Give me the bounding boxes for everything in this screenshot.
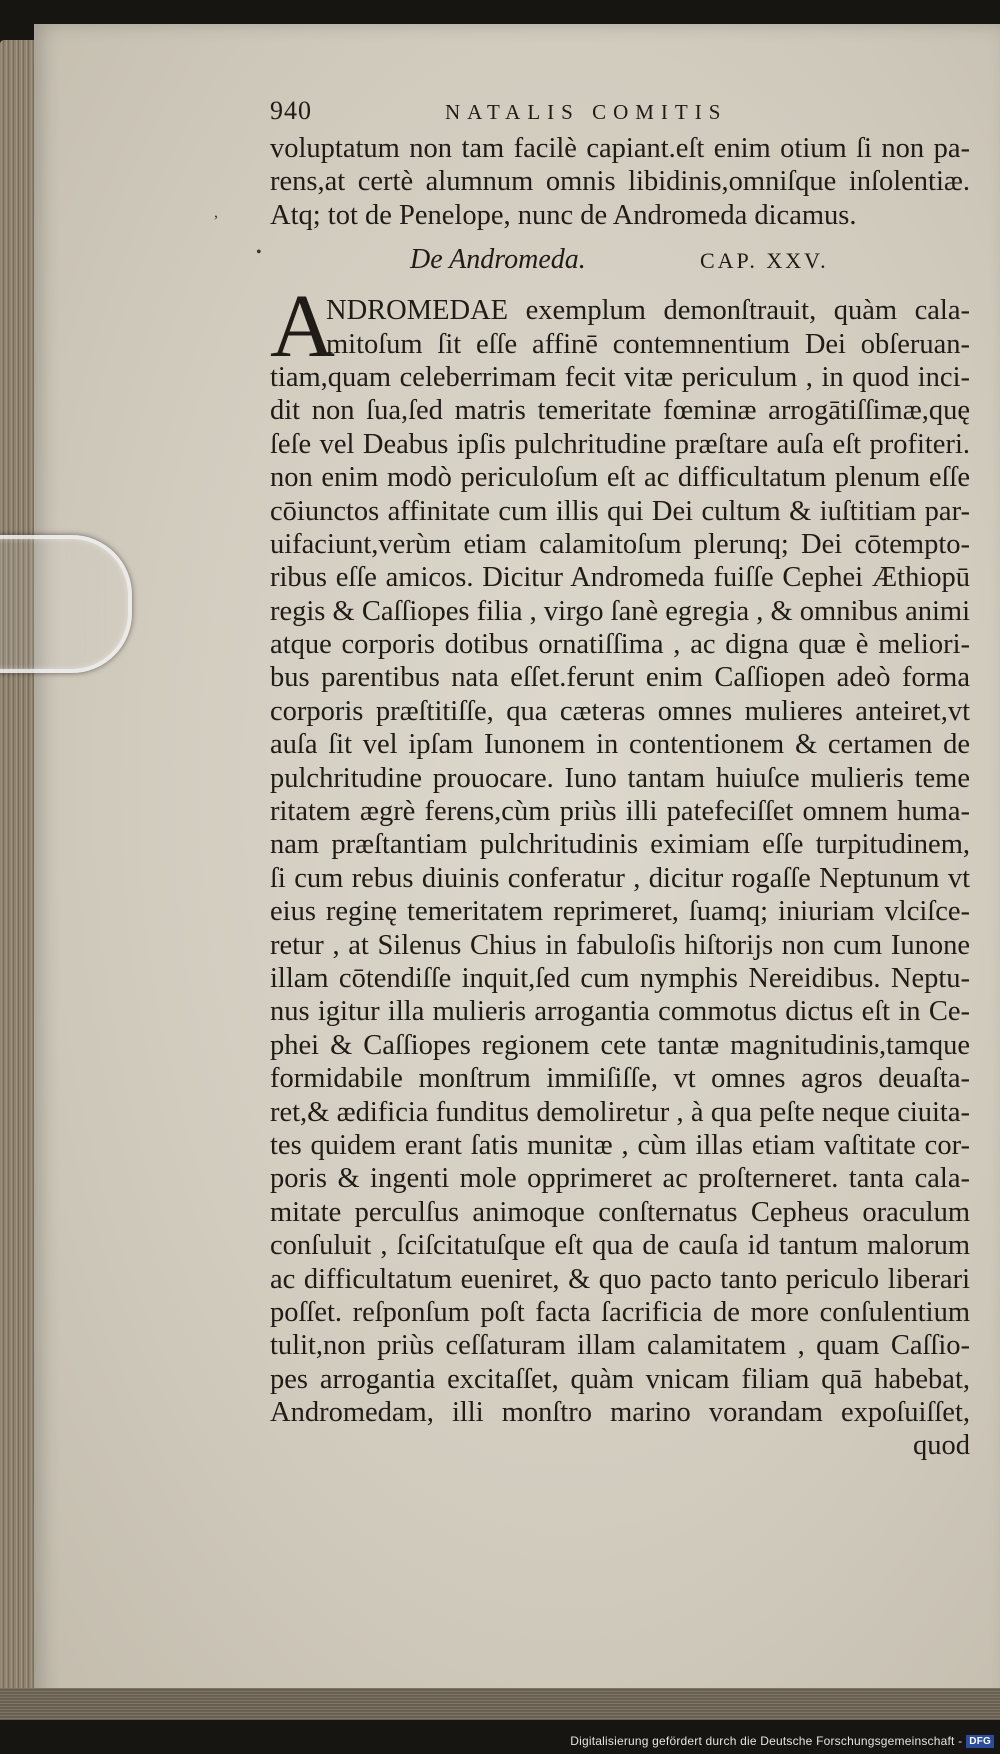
text-line: pulchritudine prouocare. Iuno tantam huiuſce mulieris teme <box>270 762 970 794</box>
chapter-number: CAP. XXV. <box>700 248 829 274</box>
text-line: ret,& ædificia funditus demoliretur , à qua peſte neque ciuita- <box>270 1096 970 1128</box>
running-head-title: NATALIS COMITIS <box>445 100 728 124</box>
text-line: regis & Caſſiopes filia , virgo ſanè egregia , & omnibus animi <box>270 595 970 627</box>
text-line: poris & ingenti mole opprimeret ac proſterneret. tanta cala- <box>270 1163 970 1195</box>
ink-spot: , <box>214 204 218 221</box>
text-line: ritatem ægrè ferens,cùm priùs illi patefeciſſet omnem huma- <box>270 796 970 828</box>
text-line: ribus eſſe amicos. Dicitur Andromeda fuiſſe Cephei Æthiopū <box>270 562 970 594</box>
text-line: rens,at certè alumnum omnis libidinis,omniſque inſolentiæ. <box>270 166 970 198</box>
text-line: voluptatum non tam facilè capiant.eſt enim otium ſi non pa- <box>270 133 970 164</box>
text-line: corporis præſtitiſſe, qua cæteras omnes mulieres anteiret,vt <box>270 695 970 727</box>
page-number: 940 <box>270 96 312 125</box>
text-line: NDROMEDAE exemplum demonſtrauit, quàm cala- <box>326 295 970 327</box>
catchword: quod <box>913 1430 970 1462</box>
chapter-heading <box>270 238 970 284</box>
previous-section <box>270 132 970 232</box>
text-line: non enim modò periculoſum eſt ac difficultatum plenum eſſe <box>270 462 970 494</box>
text-line: uifaciunt,verùm etiam calamitoſum plerunq; Dei cōtempto- <box>270 528 970 560</box>
text-line: nus igitur illa mulieris arrogantia commotus dictus eſt in Ce- <box>270 996 970 1028</box>
clip-icon <box>0 535 132 673</box>
ink-spot: • <box>256 244 262 261</box>
text-block <box>270 96 970 1463</box>
text-line: cōiunctos affinitate cum illis qui Dei cultum & iuſtitiam par- <box>270 495 970 527</box>
text-line: pes arrogantia excitaſſet, quàm vnicam filiam quā habebat, <box>270 1363 970 1395</box>
text-line: illam cōtendiſſe inquit,ſed cum nymphis Nereidibus. Neptu- <box>270 962 970 994</box>
text-line: eius reginę temeritatem reprimeret, ſuamq; iniuriam vlciſce- <box>270 896 970 928</box>
text-line: tes quidem erant ſatis munitæ , cùm illas etiam vaſtitate cor- <box>270 1129 970 1161</box>
text-line: phei & Caſſiopes regionem cete tantæ magnitudinis,tamque <box>270 1029 970 1061</box>
text-line: mitoſum ſit eſſe affinē contemnentium Dei obſeruan- <box>326 328 970 360</box>
drop-cap: A <box>270 277 335 377</box>
text-line: tulit,non priùs ceſſaturam illam calamitatem , quam Caſſio- <box>270 1330 970 1362</box>
text-line: ſi cum rebus diuinis conferatur , dicitur rogaſſe Neptunum vt <box>270 862 970 894</box>
text-line: nam præſtantiam pulchritudinis eximiam eſſe turpitudinem, <box>270 829 970 861</box>
text-line: Atq; tot de Penelope, nunc de Andromeda dicamus. <box>270 199 857 231</box>
digitization-credit <box>570 1734 994 1748</box>
text-line: mitate perculſus animoque conſternatus Cepheus oraculum <box>270 1196 970 1228</box>
text-line: ac difficultatum eueniret, & quo pacto tanto periculo liberari <box>270 1263 970 1295</box>
running-head <box>270 96 970 132</box>
text-line: poſſet. reſponſum poſt facta ſacrificia de more conſulentium <box>270 1296 970 1328</box>
text-line: Andromedam, illi monſtro marino vorandam expoſuiſſet, <box>270 1397 970 1429</box>
text-line: tiam,quam celeberrimam fecit vitæ periculum , in quod inci- <box>270 361 970 393</box>
chapter-body <box>270 277 970 1463</box>
credit-text: Digitalisierung gefördert durch die Deutsche Forschungsgemeinschaft - <box>570 1733 963 1748</box>
text-line: atque corporis dotibus ornatiſſima , ac digna quæ è meliori- <box>270 629 970 661</box>
text-line: retur , at Silenus Chius in fabuloſis hiſtorijs non cum Iunone <box>270 929 970 961</box>
text-line: ſeſe vel Deabus ipſis pulchritudine præſtare auſa eſt profiteri. <box>270 428 970 460</box>
text-line: formidabile monſtrum immiſiſſe, vt omnes agros deuaſta- <box>270 1063 970 1095</box>
text-line: dit non ſua,ſed matris temeritate fœminæ arrogātiſſimæ,quę <box>270 395 970 427</box>
chapter-title: De Andromeda. <box>410 244 586 276</box>
text-line: bus parentibus nata eſſet.ferunt enim Caſſiopen adeò forma <box>270 662 970 694</box>
dfg-logo: DFG <box>966 1735 994 1748</box>
page-stack-bottom <box>0 1688 1000 1720</box>
text-line: auſa ſit vel ipſam Iunonem in contentionem & certamen de <box>270 729 970 761</box>
text-line: conſuluit , ſciſcitatuſque eſt qua de cauſa id tantum malorum <box>270 1230 970 1262</box>
